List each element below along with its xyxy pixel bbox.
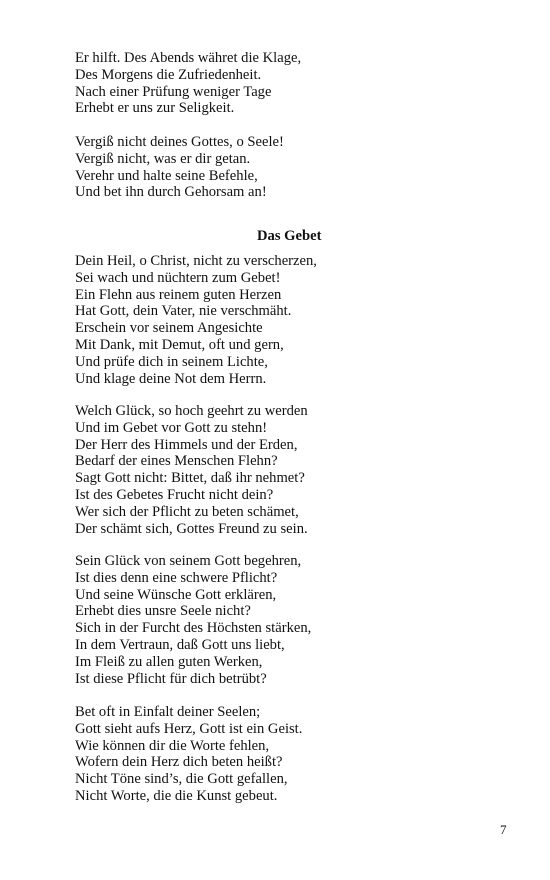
poem-line: Nicht Töne sind’s, die Gott gefallen, <box>75 771 288 788</box>
poem-line: Gott sieht aufs Herz, Gott ist ein Geist. <box>75 720 303 737</box>
poem-line: Erhebt dies unsre Seele nicht? <box>75 603 251 620</box>
stanza <box>75 403 495 537</box>
poem-line: Hat Gott, dein Vater, nie verschmäht. <box>75 303 292 320</box>
poem-line: Sagt Gott nicht: Bittet, daß ihr nehmet? <box>75 470 305 487</box>
poem-line: Er hilft. Des Abends währet die Klage, <box>75 50 302 66</box>
page-number: 7 <box>500 822 507 837</box>
poem-line: In dem Vertraun, daß Gott uns liebt, <box>75 636 285 653</box>
poem-line: Wofern dein Herz dich beten heißt? <box>75 754 283 771</box>
stanza <box>75 553 495 687</box>
poem-line: Ist dies denn eine schwere Pflicht? <box>75 569 278 586</box>
stanza <box>75 704 495 805</box>
poem-line: Ist diese Pflicht für dich betrübt? <box>75 670 267 687</box>
stanza <box>75 134 495 201</box>
poem-line: Und seine Wünsche Gott erklären, <box>75 586 277 603</box>
poem-line: Dein Heil, o Christ, nicht zu verscherzen, <box>75 253 317 269</box>
stanza <box>75 253 495 387</box>
poem-line: Welch Glück, so hoch geehrt zu werden <box>75 403 308 419</box>
poem-line: Und bet ihn durch Gehorsam an! <box>75 184 267 201</box>
poem-line: Wie können dir die Worte fehlen, <box>75 737 270 754</box>
poem-line: Sei wach und nüchtern zum Gebet! <box>75 269 281 286</box>
poem-line: Nach einer Prüfung weniger Tage <box>75 83 272 100</box>
poem-line: Erhebt er uns zur Seligkeit. <box>75 100 235 117</box>
poem-line: Bedarf der eines Menschen Flehn? <box>75 453 278 470</box>
poem-line: Im Fleiß zu allen guten Werken, <box>75 653 263 670</box>
poem-line: Und prüfe dich in seinem Lichte, <box>75 353 268 370</box>
poem-line: Wer sich der Pflicht zu beten schämet, <box>75 503 299 520</box>
poem-line: Der schämt sich, Gottes Freund zu sein. <box>75 520 308 537</box>
poem-line: Ist des Gebetes Frucht nicht dein? <box>75 486 274 503</box>
poem-line: Erschein vor seinem Angesichte <box>75 320 263 337</box>
poem-line: Der Herr des Himmels und der Erden, <box>75 436 298 453</box>
poem-line: Sich in der Furcht des Höchsten stärken, <box>75 620 312 637</box>
poem-line: Verehr und halte seine Befehle, <box>75 167 258 184</box>
poem-line: Mit Dank, mit Demut, oft und gern, <box>75 336 284 353</box>
poem-line: Nicht Worte, die die Kunst gebeut. <box>75 787 278 804</box>
poem-line: Ein Flehn aus reinem guten Herzen <box>75 286 282 303</box>
poem-line: Und im Gebet vor Gott zu stehn! <box>75 419 268 436</box>
stanza <box>75 50 495 117</box>
poem-line: Vergiß nicht, was er dir getan. <box>75 150 251 167</box>
poem-line: Sein Glück von seinem Gott begehren, <box>75 553 302 569</box>
poem-line: Vergiß nicht deines Gottes, o Seele! <box>75 134 284 150</box>
poem-line: Und klage deine Not dem Herrn. <box>75 370 267 387</box>
poem-line: Bet oft in Einfalt deiner Seelen; <box>75 704 261 720</box>
poem-title: Das Gebet <box>257 228 322 244</box>
poem-line: Des Morgens die Zufriedenheit. <box>75 66 262 83</box>
